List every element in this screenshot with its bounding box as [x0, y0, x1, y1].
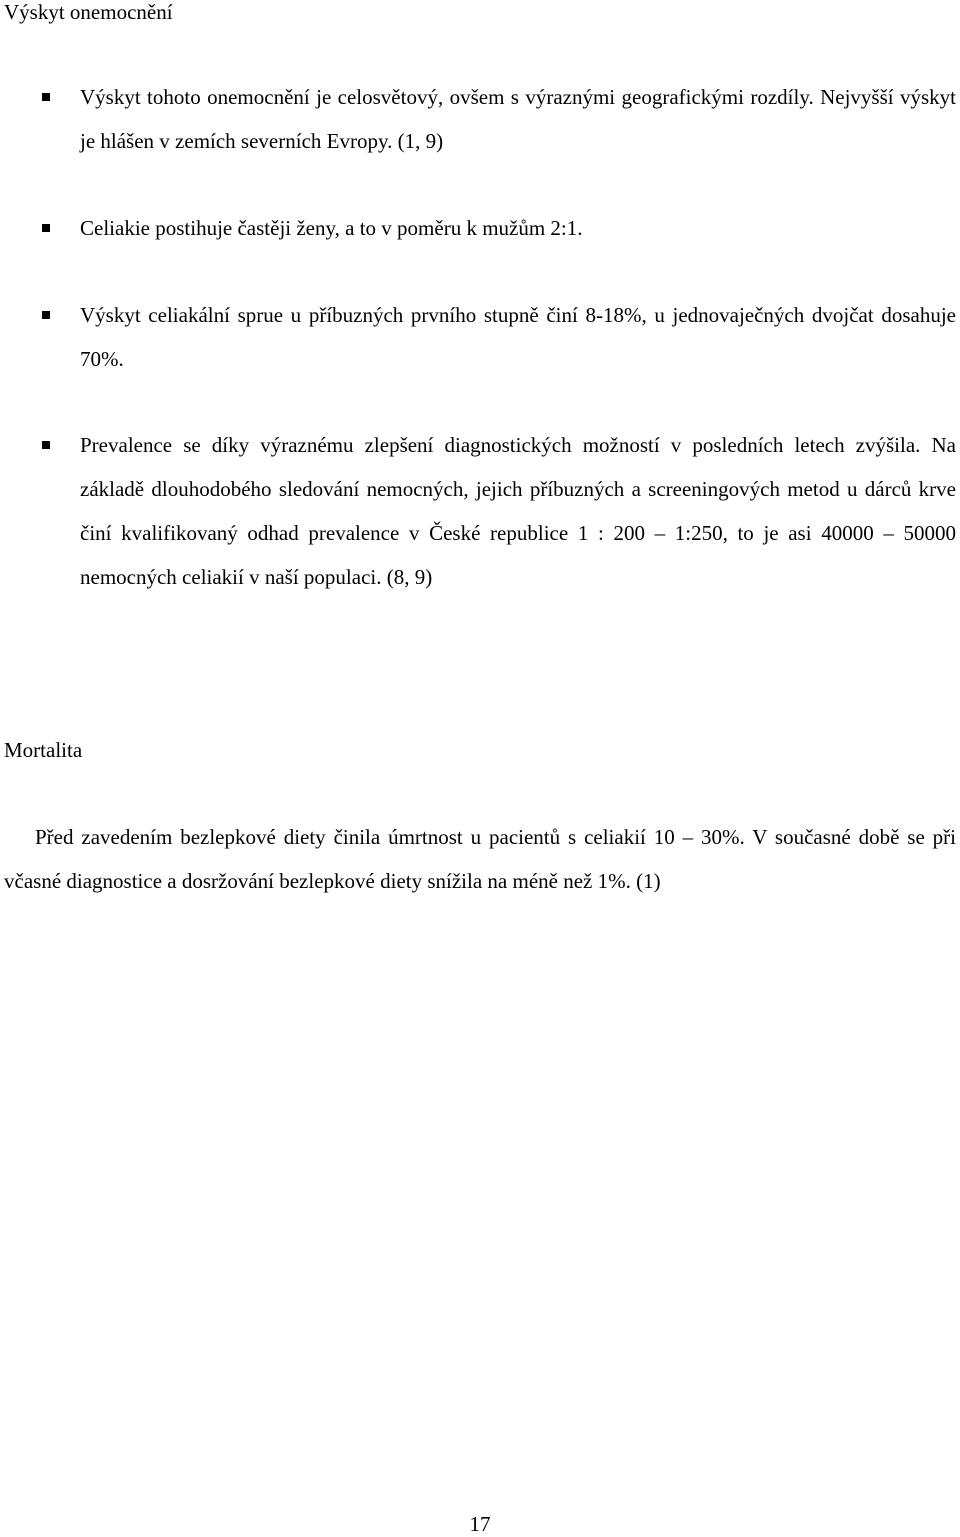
list-item-text: Celiakie postihuje častěji ženy, a to v poměru k mužům 2:1. [80, 216, 583, 240]
page-number: 17 [469, 1512, 491, 1536]
square-bullet-icon [42, 441, 50, 449]
square-bullet-icon [42, 93, 50, 101]
list-item-text: Prevalence se díky výraznému zlepšení diagnostických možností v posledních letech zvýšila. Na základě dlouhodobého sledování nemocných, jejich příbuzných a screeningových metod u dárců krve činí kvalifikovaný odhad prevalence v České republice 1 : 200 – 1:250, to je asi 40000 – 50000 nemocných celiakií v naší populaci. (8, 9) [80, 433, 956, 589]
square-bullet-icon [42, 224, 50, 232]
section-heading: Mortalita [4, 738, 83, 762]
square-bullet-icon [42, 311, 50, 319]
list-item-text: Výskyt celiakální sprue u příbuzných prvního stupně činí 8-18%, u jednovaječných dvojčat dosahuje 70%. [80, 303, 956, 371]
body-paragraph: Před zavedením bezlepkové diety činila úmrtnost u pacientů s celiakií 10 – 30%. V současné době se při včasné diagnostice a dosržování bezlepkové diety snížila na méně než 1%. (1) [4, 825, 956, 893]
section-heading: Výskyt onemocnění [4, 0, 173, 24]
list-item-text: Výskyt tohoto onemocnění je celosvětový, ovšem s výraznými geografickými rozdíly. Nejvyšší výskyt je hlášen v zemích severních Evropy. (1, 9) [80, 85, 956, 153]
